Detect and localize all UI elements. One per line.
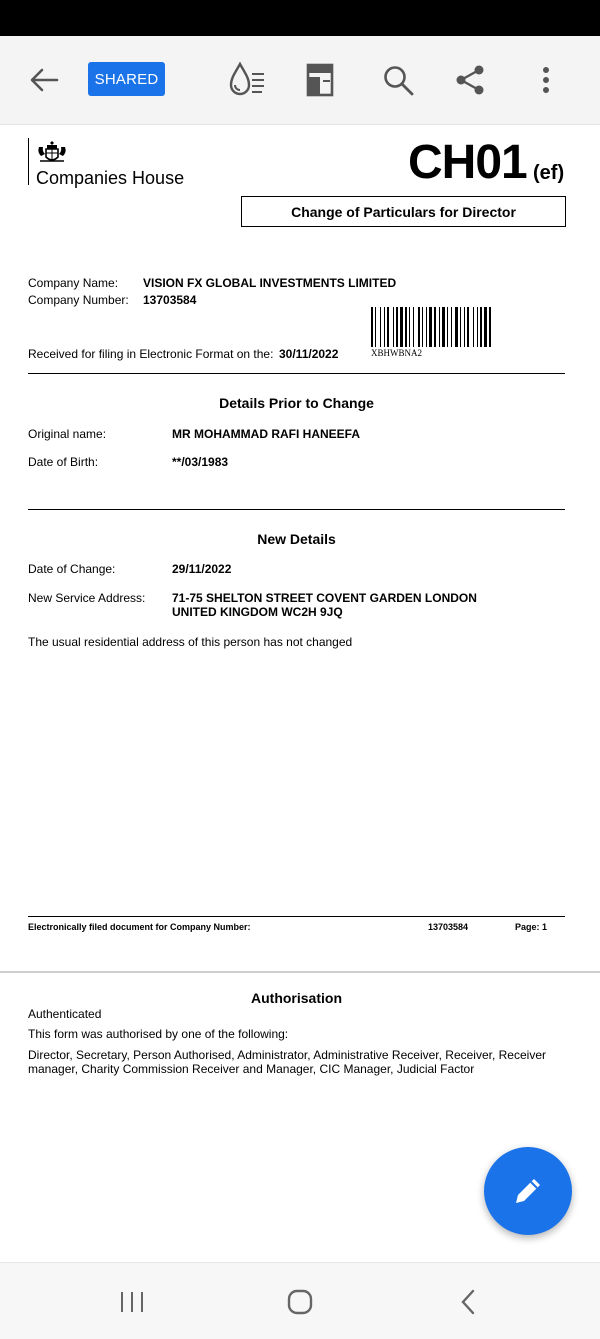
barcode-text: XBHWBNA2 xyxy=(371,348,422,358)
system-nav-bar xyxy=(0,1262,600,1339)
original-name-value: MR MOHAMMAD RAFI HANEEFA xyxy=(172,427,360,441)
address-label: New Service Address: xyxy=(28,591,146,605)
footer-number: 13703584 xyxy=(428,922,469,932)
dob-value: **/03/1983 xyxy=(172,455,229,469)
form-code: CH01 xyxy=(408,136,527,189)
shared-button[interactable]: SHARED xyxy=(88,62,165,96)
footer-page: Page: 1 xyxy=(515,922,548,932)
company-number-value: 13703584 xyxy=(143,293,197,307)
crest-icon xyxy=(36,139,68,170)
original-name-label: Original name: xyxy=(28,427,107,441)
divider-2 xyxy=(28,509,565,510)
company-number-label: Company Number: xyxy=(28,293,129,307)
home-icon[interactable] xyxy=(280,1285,320,1319)
pencil-icon xyxy=(511,1174,545,1208)
more-vert-icon[interactable] xyxy=(534,60,558,100)
company-name-label: Company Name: xyxy=(28,276,119,290)
received-label: Received for filing in Electronic Format on the: xyxy=(28,347,274,361)
company-name-value: VISION FX GLOBAL INVESTMENTS LIMITED xyxy=(143,276,397,290)
form-title: Change of Particulars for Director xyxy=(291,203,516,220)
search-icon[interactable] xyxy=(380,60,416,100)
residential-note: The usual residential address of this person has not changed xyxy=(28,635,353,649)
change-date-value: 29/11/2022 xyxy=(172,562,232,576)
back-nav-icon[interactable] xyxy=(448,1285,488,1319)
barcode xyxy=(371,307,561,352)
share-icon[interactable] xyxy=(452,60,488,100)
viewer-toolbar xyxy=(0,36,600,125)
divider-1 xyxy=(28,373,565,374)
reading-mode-icon[interactable] xyxy=(302,60,338,100)
new-section-title: New Details xyxy=(257,531,336,547)
dob-label: Date of Birth: xyxy=(28,455,99,469)
footer-label: Electronically filed document for Company Number: xyxy=(28,922,251,932)
back-arrow-icon[interactable] xyxy=(24,60,64,100)
brand-name: Companies House xyxy=(36,168,185,188)
ink-saver-icon[interactable] xyxy=(224,60,268,100)
auth-section-title: Authorisation xyxy=(251,990,342,1006)
change-date-label: Date of Change: xyxy=(28,562,116,576)
form-suffix: (ef) xyxy=(533,162,565,184)
auth-status: Authenticated xyxy=(28,1007,102,1021)
prior-section-title: Details Prior to Change xyxy=(219,395,374,411)
auth-line-2: manager, Charity Commission Receiver and Manager, CIC Manager, Judicial Factor xyxy=(28,1062,475,1076)
address-line-2: UNITED KINGDOM WC2H 9JQ xyxy=(172,605,343,619)
recent-apps-icon[interactable] xyxy=(112,1285,152,1319)
auth-line-1: Director, Secretary, Person Authorised, Administrator, Administrative Receiver, Receiver, Receiver xyxy=(28,1048,546,1062)
status-bar xyxy=(0,0,600,36)
edit-fab-button[interactable] xyxy=(484,1147,572,1235)
auth-intro: This form was authorised by one of the following: xyxy=(28,1027,289,1041)
logo-divider xyxy=(28,138,29,185)
footer-divider xyxy=(28,916,565,917)
address-line-1: 71-75 SHELTON STREET COVENT GARDEN LONDON xyxy=(172,591,477,605)
form-title-box xyxy=(241,196,566,227)
received-date: 30/11/2022 xyxy=(279,347,339,361)
page-separator xyxy=(0,971,600,973)
